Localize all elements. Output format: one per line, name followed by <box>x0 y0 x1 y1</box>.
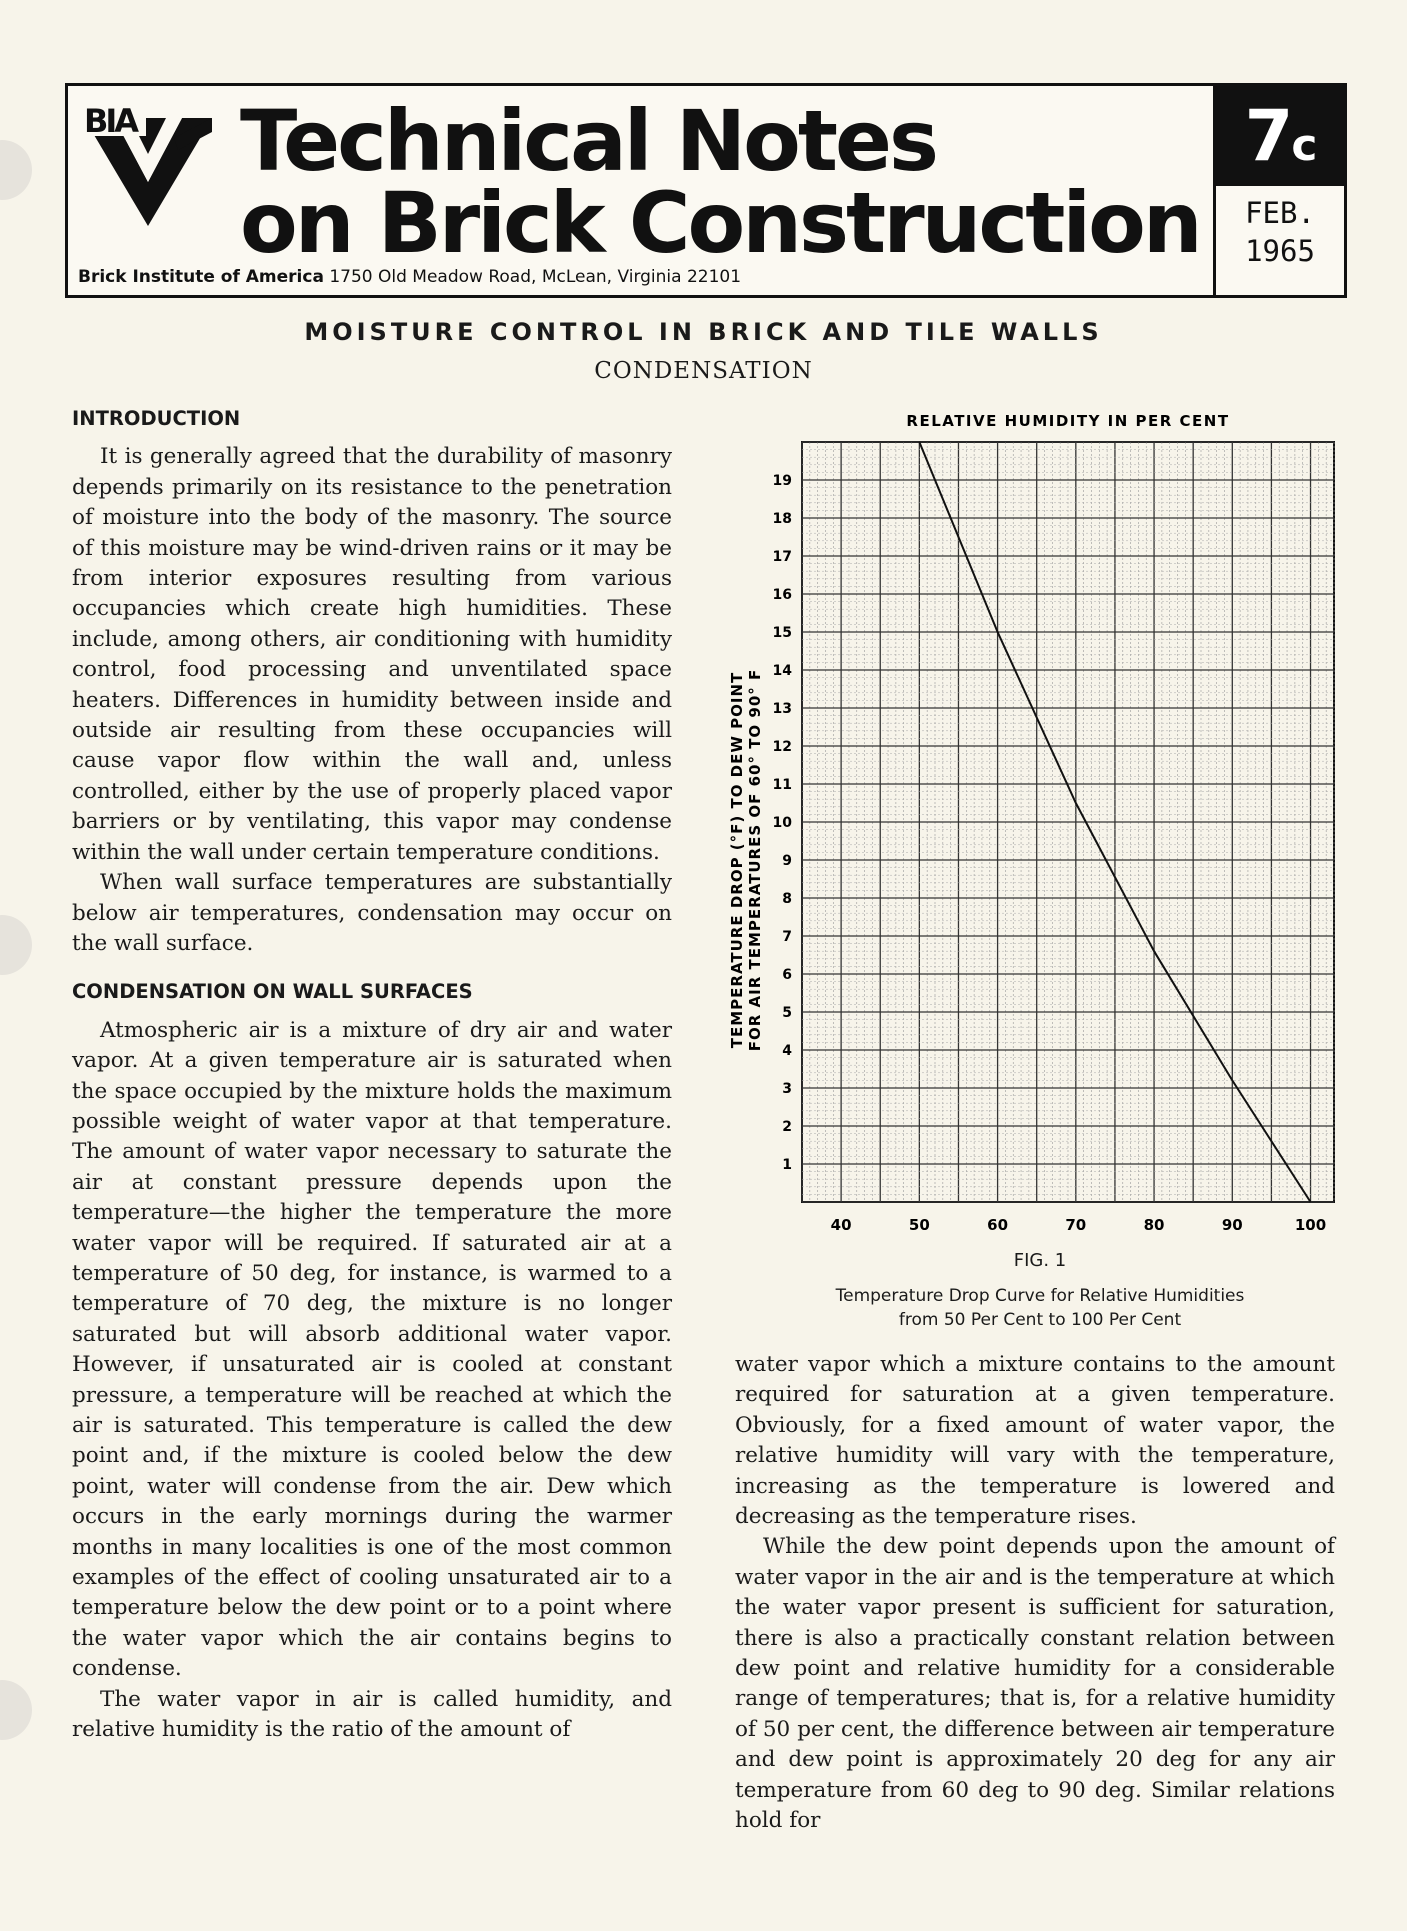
x-tick-label: 80 <box>1143 1216 1165 1234</box>
paragraph: The water vapor in air is called humidity, and relative humidity is the ratio of the amount of <box>72 1686 672 1743</box>
y-axis-label-line1: TEMPERATURE DROP (°F) TO DEW POINT <box>728 671 746 1049</box>
issue-number-digit: 7 <box>1244 95 1292 177</box>
y-tick-label: 16 <box>772 587 792 603</box>
y-tick-label: 12 <box>772 739 792 755</box>
masthead-title-line1: Technical Notes <box>240 92 936 190</box>
issue-box <box>1213 86 1344 295</box>
y-tick-label: 4 <box>782 1043 792 1059</box>
section-heading-introduction: INTRODUCTION <box>72 407 241 430</box>
document-title: MOISTURE CONTROL IN BRICK AND TILE WALLS <box>304 318 1103 346</box>
y-tick-label: 13 <box>772 701 792 717</box>
y-tick-label: 11 <box>772 777 792 793</box>
figure-caption-line1: Temperature Drop Curve for Relative Humidities <box>835 1286 1245 1306</box>
x-tick-label: 50 <box>908 1216 930 1234</box>
logo-text: BIA <box>84 102 137 140</box>
issue-month: FEB. <box>1245 196 1315 230</box>
right-column <box>735 1350 1335 1837</box>
y-tick-label: 19 <box>772 473 792 489</box>
y-tick-label: 14 <box>772 663 792 679</box>
section-heading-condensation: CONDENSATION ON WALL SURFACES <box>72 980 473 1004</box>
y-axis-ticks <box>773 473 793 1173</box>
paragraph: Atmospheric air is a mixture of dry air and water vapor. At a given temperature air is saturated when the space occupied by the mixture holds the maximum possible weight of water vapor at that temperature. The amount of water vapor necessary to saturate the air at constant pressure depends upon the temperature—the higher the temperature the more water vapor will be required. If saturated air at a temperature of 50 deg, for instance, is warmed to a temperature of 70 deg, the mixture is no longer saturated but will absorb additional water vapor. However, if unsaturated air is cooled at constant pressure, a temperature will be reached at which the air is saturated. This temperature is called the dew point and, if the mixture is cooled below the dew point, water will condense from the air. Dew which occurs in the early mornings during the warmer months in many localities is one of the most common examples of the effect of cooling unsaturated air to a temperature below the dew point or to a point where the water vapor which the air contains begins to condense. <box>72 1017 672 1682</box>
x-tick-label: 90 <box>1221 1216 1243 1234</box>
left-column <box>72 404 672 1745</box>
publisher-address <box>78 267 741 287</box>
chart-grid <box>802 442 1334 1202</box>
document-subtitle: CONDENSATION <box>594 358 813 384</box>
y-tick-label: 17 <box>772 549 792 565</box>
publisher-name: Brick Institute of America <box>78 267 324 287</box>
bia-logo <box>78 98 218 238</box>
x-tick-label: 60 <box>987 1216 1009 1234</box>
issue-year: 1965 <box>1245 234 1315 268</box>
temperature-drop-chart <box>720 404 1340 1244</box>
figure-label: FIG. 1 <box>1013 1250 1067 1271</box>
x-tick-label: 100 <box>1294 1216 1327 1234</box>
figure-caption <box>720 1284 1360 1332</box>
y-tick-label: 15 <box>772 625 792 641</box>
y-tick-label: 7 <box>782 929 792 945</box>
y-tick-label: 5 <box>782 1005 792 1021</box>
y-tick-label: 10 <box>772 815 792 831</box>
binder-hole <box>0 1680 32 1740</box>
paragraph: It is generally agreed that the durability of masonry depends primarily on its resistance to the penetration of moisture into the body of the masonry. The source of this moisture may be wind-driven rains or it may be from interior exposures resulting from various occupancies which create high humidities. These include, among others, air conditioning with humidity control, food processing and unventilated space heaters. Differences in humidity between inside and outside air resulting from these occupancies will cause vapor flow within the wall and, unless controlled, either by the use of properly placed vapor barriers or by ventilating, this vapor may condense within the wall under certain temperature conditions. <box>72 444 672 865</box>
x-tick-label: 70 <box>1065 1216 1087 1234</box>
y-tick-label: 2 <box>782 1119 792 1135</box>
y-tick-label: 3 <box>782 1081 792 1097</box>
issue-number-suffix: c <box>1291 120 1316 171</box>
y-tick-label: 8 <box>782 891 792 907</box>
figure-1 <box>720 404 1340 1330</box>
y-tick-label: 9 <box>782 853 792 869</box>
y-axis-label <box>728 669 764 1051</box>
binder-hole <box>0 140 32 200</box>
y-tick-label: 6 <box>782 967 792 983</box>
chart-title: RELATIVE HUMIDITY IN PER CENT <box>906 412 1230 430</box>
issue-number <box>1216 86 1344 186</box>
x-axis-ticks <box>831 1216 1327 1234</box>
masthead <box>65 83 1347 298</box>
x-tick-label: 40 <box>830 1216 852 1234</box>
y-tick-label: 1 <box>782 1157 792 1173</box>
y-axis-label-line2: FOR AIR TEMPERATURES OF 60° TO 90° F <box>746 668 764 1052</box>
y-tick-label: 18 <box>772 511 792 527</box>
address-text: 1750 Old Meadow Road, McLean, Virginia 22101 <box>323 267 742 287</box>
masthead-title-line2: on Brick Construction <box>240 174 1200 272</box>
paragraph: When wall surface temperatures are substantially below air temperatures, condensation may occur on the wall surface. <box>72 870 672 956</box>
paragraph: While the dew point depends upon the amount of water vapor in the air and is the temperature at which the water vapor present is sufficient for saturation, there is also a practically constant relation between dew point and relative humidity for a considerable range of temperatures; that is, for a relative humidity of 50 per cent, the difference between air temperature and dew point is approximately 20 deg for any air temperature from 60 deg to 90 deg. Similar relations hold for <box>735 1534 1335 1834</box>
binder-hole <box>0 915 32 975</box>
figure-caption-line2: from 50 Per Cent to 100 Per Cent <box>898 1310 1182 1330</box>
paragraph: water vapor which a mixture contains to the amount required for saturation at a given temperature. Obviously, for a fixed amount of water vapor, the relative humidity will vary with the temperature, increasing as the temperature is lowered and decreasing as the temperature rises. <box>735 1352 1335 1530</box>
